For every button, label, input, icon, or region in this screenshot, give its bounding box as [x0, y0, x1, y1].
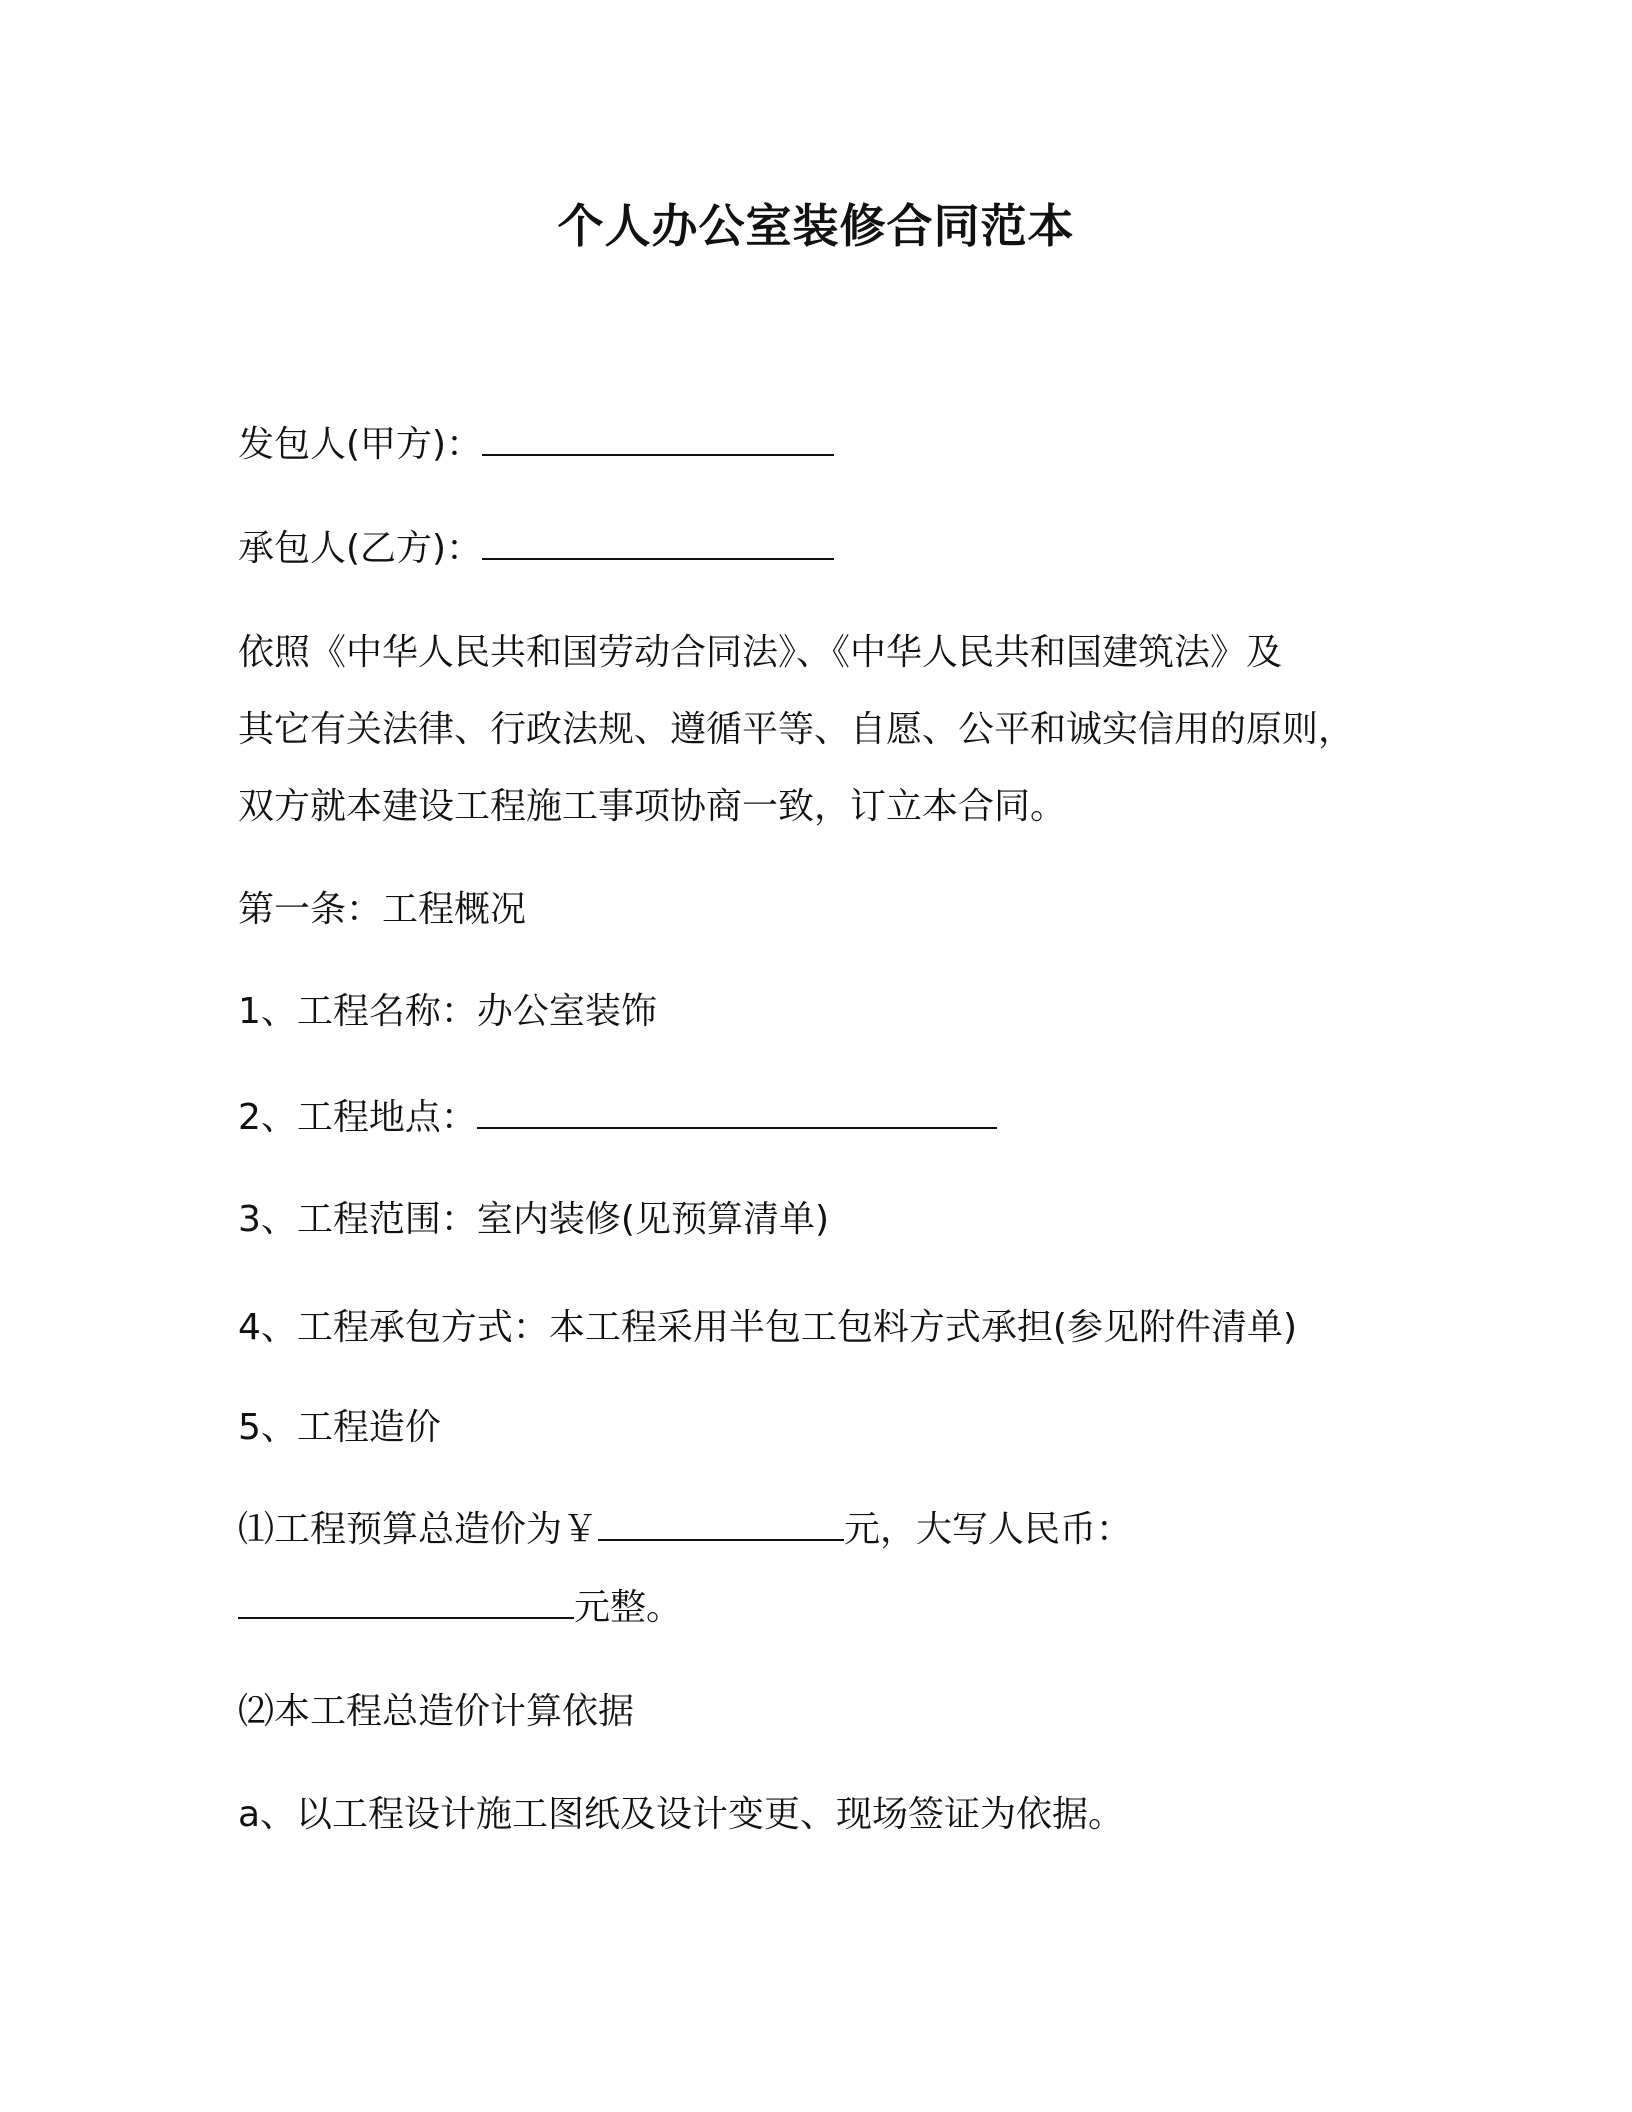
- price-middle: 元，大写人民币：: [844, 1509, 1133, 1550]
- intro-line-2: 其它有关法律、行政法规、遵循平等、自愿、公平和诚实信用的原则，: [238, 709, 1355, 750]
- price-suffix: 元整。: [574, 1587, 683, 1628]
- party-b-label: 承包人(乙方)：: [238, 528, 483, 569]
- party-b-blank: [482, 524, 834, 560]
- item-3: 3、工程范围：室内装修(见预算清单): [238, 1199, 829, 1240]
- document-title: 个人办公室装修合同范本: [557, 199, 1075, 253]
- party-a-line: [238, 420, 834, 470]
- price-number-blank: [598, 1505, 844, 1541]
- item-2-label: 2、工程地点：: [238, 1097, 477, 1138]
- party-a-blank: [482, 420, 834, 456]
- item-4: 4、工程承包方式：本工程采用半包工包料方式承担(参见附件清单): [238, 1307, 1297, 1348]
- party-a-label: 发包人(甲方)：: [238, 424, 483, 465]
- price-prefix: ⑴工程预算总造价为￥: [238, 1509, 599, 1550]
- article1-heading: 第一条：工程概况: [238, 889, 527, 930]
- intro-line-3: 双方就本建设工程施工事项协商一致，订立本合同。: [238, 786, 1067, 827]
- item-2-line: [238, 1093, 997, 1143]
- item-1: 1、工程名称：办公室装饰: [238, 991, 657, 1032]
- price-line: [238, 1505, 1132, 1555]
- basis-a: a、以工程设计施工图纸及设计变更、现场签证为依据。: [238, 1794, 1125, 1835]
- price-words-blank: [238, 1583, 574, 1619]
- price-words-line: [238, 1583, 682, 1633]
- location-blank: [477, 1093, 997, 1129]
- party-b-line: [238, 524, 834, 574]
- item-5: 5、工程造价: [238, 1407, 441, 1448]
- intro-line-1: 依照《中华人民共和国劳动合同法》、《中华人民共和国建筑法》及: [238, 632, 1283, 673]
- basis-heading: ⑵本工程总造价计算依据: [238, 1691, 635, 1732]
